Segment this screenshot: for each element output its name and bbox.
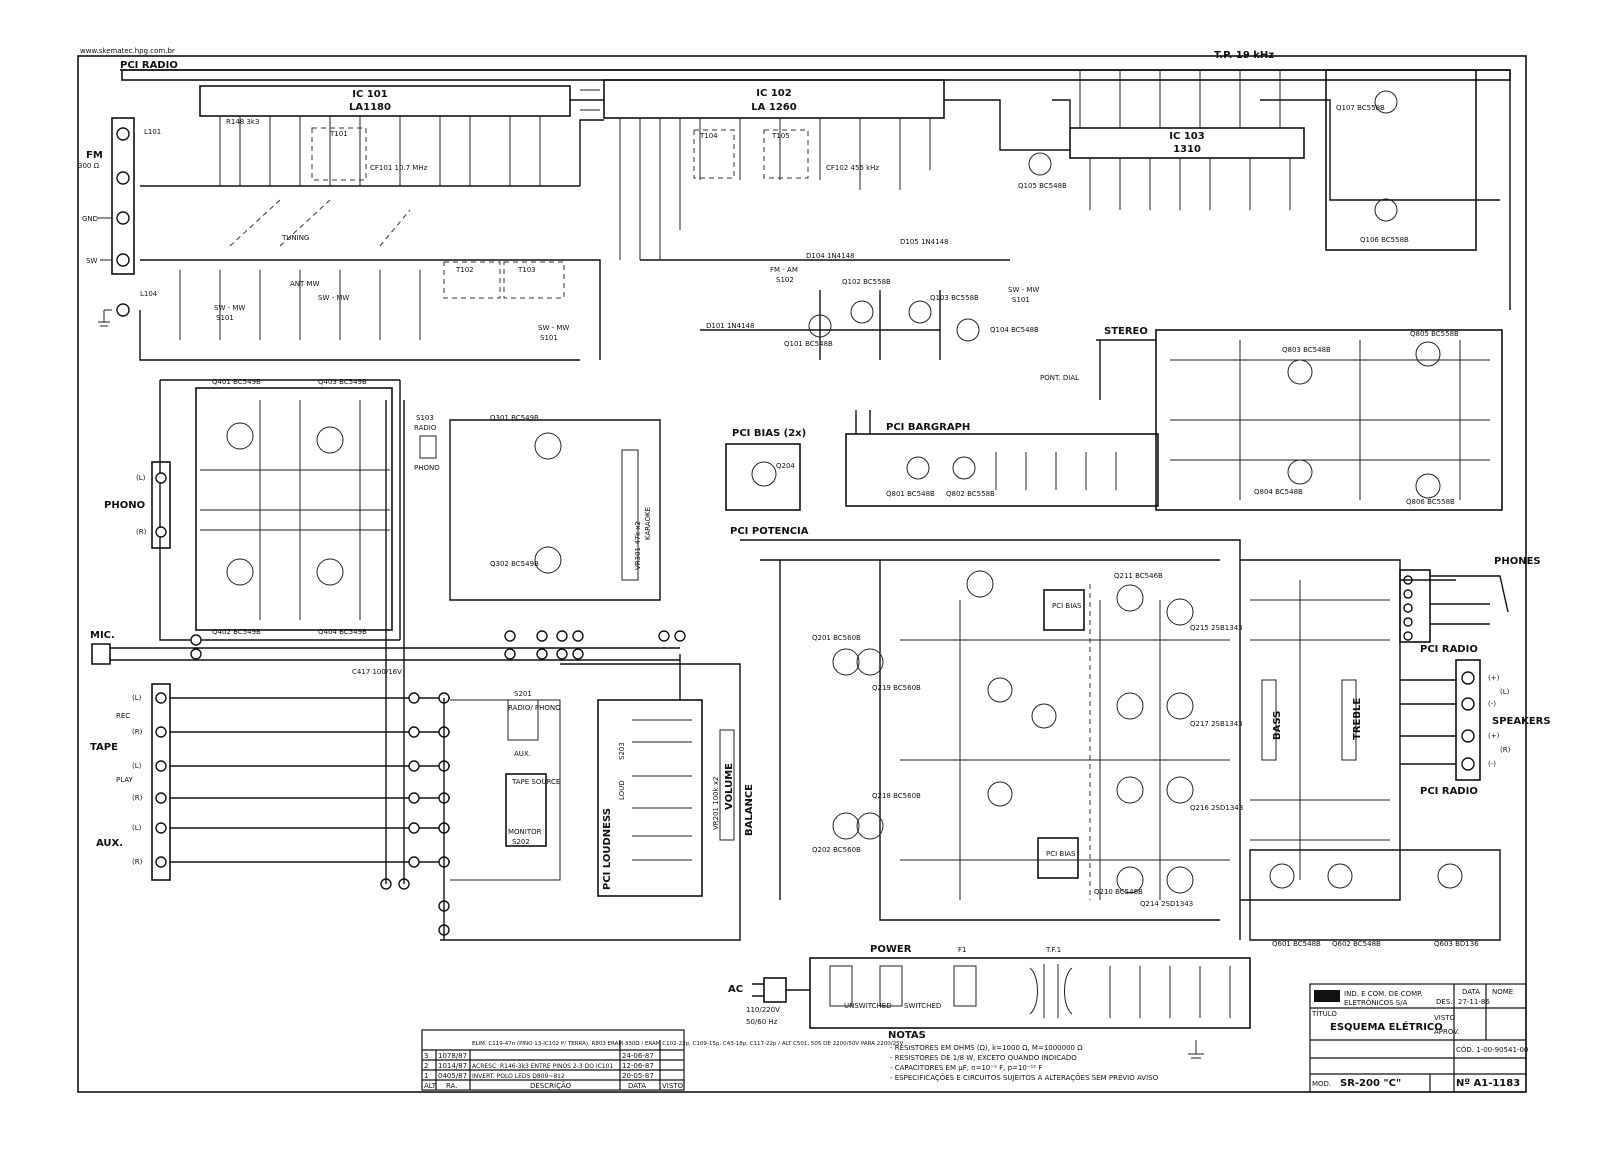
ic101-ref: IC 101 — [352, 89, 388, 100]
karaoke-mixer — [450, 414, 660, 600]
switched-label: SWITCHED — [904, 1002, 942, 1010]
power-label: POWER — [870, 944, 912, 955]
q204-label: Q204 — [776, 462, 795, 470]
phono-l-label: (L) — [136, 474, 146, 482]
q301-label: Q301 BC549B — [490, 414, 539, 422]
spk-l-minus-label: (-) — [1488, 700, 1496, 708]
tape-source-label: TAPE SOURCE — [512, 778, 561, 786]
antenna-terminals — [78, 118, 134, 326]
company-logo — [1314, 990, 1340, 1002]
sw-mw-label-2: SW - MW — [318, 294, 350, 302]
rev2-alt: 2 — [424, 1062, 429, 1070]
sw-mw-label-4: SW - MW — [1008, 286, 1040, 294]
d101-label: D101 1N4148 — [706, 322, 755, 330]
q211-label: Q211 BC546B — [1114, 572, 1163, 580]
s202-label: S202 — [512, 838, 530, 846]
radio-phono-label: RADIO/ PHONO — [508, 704, 561, 712]
tb-data: DATA — [1462, 988, 1481, 996]
q806-label: Q806 BC558B — [1406, 498, 1455, 506]
q603-label: Q603 BD136 — [1434, 940, 1479, 948]
q105-label: Q105 BC548B — [1018, 182, 1067, 190]
q803-label: Q803 BC548B — [1282, 346, 1331, 354]
cf102-label: CF102 455 kHz — [826, 164, 880, 172]
ant-mw-label: ANT MW — [290, 280, 320, 288]
q404-label: Q404 BC549B — [318, 628, 367, 636]
aux-l-label: (L) — [132, 824, 142, 832]
tuning-label: TUNING — [282, 234, 310, 242]
tb-title: ESQUEMA ELÉTRICO — [1330, 1022, 1443, 1033]
q403-label: Q403 BC549B — [318, 378, 367, 386]
tb-des: DES. — [1436, 998, 1453, 1006]
rev1-alt: 1 — [424, 1072, 429, 1080]
ic102-ref: IC 102 — [756, 88, 792, 99]
rev3-date: 24-06-87 — [622, 1052, 654, 1060]
notes-block — [888, 1030, 1159, 1082]
freq-label: 50/60 Hz — [746, 1018, 778, 1026]
website-text: www.skematec.hpg.com.br — [80, 47, 175, 55]
f1-label: F1 — [958, 946, 967, 954]
note-line-2: - RESISTORES DE 1/8 W, EXCETO QUANDO INDICADO — [890, 1054, 1077, 1062]
treble-label: TREBLE — [1352, 697, 1363, 740]
phono-preamp — [104, 378, 400, 640]
notes-title: NOTAS — [888, 1030, 926, 1041]
gnd-label: GND — [82, 215, 99, 223]
tape-label: TAPE — [90, 742, 118, 753]
q802-label: Q802 BC558B — [946, 490, 995, 498]
q402-label: Q402 BC549B — [212, 628, 261, 636]
speakers-label: SPEAKERS — [1492, 716, 1551, 727]
rev3-alt: 3 — [424, 1052, 429, 1060]
power-amp — [730, 526, 1243, 940]
q302-label: Q302 BC549B — [490, 560, 539, 568]
tone-control — [1240, 560, 1400, 900]
pci-loudness-box — [598, 700, 702, 896]
pci-potencia-label: PCI POTENCIA — [730, 526, 809, 537]
tb-visto: VISTO — [1434, 1014, 1456, 1022]
c417-label: C417 100/16V — [352, 668, 402, 676]
fm-label: FM — [86, 150, 103, 161]
tf1-label: T.F.1 — [1046, 946, 1062, 954]
sw-label: SW — [86, 257, 98, 265]
pci-bias-box-2 — [1038, 838, 1078, 878]
ac-plug — [764, 978, 786, 1002]
col-visto: VISTO — [662, 1082, 684, 1090]
pci-bias-box-1 — [1044, 590, 1084, 630]
stereo-label: STEREO — [1104, 326, 1148, 337]
s103-phono-label: PHONO — [414, 464, 440, 472]
vr201-label: VR201 100k x2 — [712, 776, 720, 830]
vr301-label: VR301 47k x2 — [634, 520, 642, 570]
s103-switch[interactable] — [414, 414, 440, 472]
rev2-desc: ACRESC. R146-3k3 ENTRE PINOS 2-3 DO IC101 — [472, 1063, 614, 1070]
rev1-ra: 0405/87 — [438, 1072, 468, 1080]
q104-label: Q104 BC548B — [990, 326, 1039, 334]
spk-r-minus-label: (-) — [1488, 760, 1496, 768]
spk-r-plus-label: (+) — [1488, 732, 1500, 740]
loud-label: LOUD — [618, 780, 626, 800]
radio-section — [120, 70, 1510, 360]
tb-model: SR-200 "C" — [1340, 1078, 1402, 1089]
t104-label: T104 — [700, 132, 718, 140]
pci-bias-2x — [726, 428, 806, 510]
q217-label: Q217 2SB1343 — [1190, 720, 1243, 728]
rec-r-label: (R) — [132, 728, 143, 736]
pci-bargraph-label: PCI BARGRAPH — [886, 422, 971, 433]
ic103-ref: IC 103 — [1169, 131, 1205, 142]
phono-input-label: PHONO — [104, 500, 146, 511]
q210-label: Q210 BC546B — [1094, 888, 1143, 896]
l101-label: L101 — [144, 128, 162, 136]
outputs — [1400, 556, 1551, 797]
note-line-3: - CAPACITORES EM µF, n=10⁻⁹ F, p=10⁻¹² F — [890, 1064, 1043, 1072]
fm-am-label: FM - AM — [770, 266, 798, 274]
pci-loudness-label: PCI LOUDNESS — [602, 808, 613, 890]
play-label: PLAY — [116, 776, 133, 784]
company-line-1: IND. E COM. DE COMP. — [1344, 990, 1423, 998]
tb-mod-label: MOD. — [1312, 1080, 1332, 1088]
r148-label: R148 3k3 — [226, 118, 260, 126]
play-r-label: (R) — [132, 794, 143, 802]
karaoke-label: KARAOKE — [644, 506, 652, 540]
tape-aux-jack-strip — [152, 684, 170, 880]
col-alt: ALT. — [424, 1082, 438, 1090]
col-desc: DESCRIÇÃO — [530, 1082, 572, 1090]
company-line-2: ELETRÔNICOS S/A — [1344, 999, 1408, 1007]
aux-switch-label: AUX. — [514, 750, 531, 758]
fm-impedance-label: 300 Ω — [78, 162, 99, 170]
pci-radio-label: PCI RADIO — [120, 60, 178, 71]
regulator-section — [1250, 850, 1500, 948]
t105-label: T105 — [772, 132, 790, 140]
sw-mw-label-1: SW - MW — [214, 304, 246, 312]
q101-label: Q101 BC548B — [784, 340, 833, 348]
d105-label: D105 1N4148 — [900, 238, 949, 246]
q401-label: Q401 BC549B — [212, 378, 261, 386]
q219-label: Q219 BC560B — [872, 684, 921, 692]
loudness-section — [440, 654, 755, 940]
monitor-label: MONITOR — [508, 828, 542, 836]
ic101-part: LA1180 — [349, 102, 391, 113]
d104-label: D104 1N4148 — [806, 252, 855, 260]
q202-label: Q202 BC560B — [812, 846, 861, 854]
sw-mw-label-3: SW - MW — [538, 324, 570, 332]
tb-number: Nº A1-1183 — [1456, 1078, 1521, 1089]
rev3-desc: ELIM. C119-47n (PINO 13-IC102 P/ TERRA), R803 ERAM 330Ω / ERAM C102-22p, C109-15p, C43-18p, C117-22p / ALT C501, 505 DE 2200/50V PARA 2200/25V — [472, 1041, 904, 1047]
s102-label: S102 — [776, 276, 794, 284]
s103-label: S103 — [416, 414, 434, 422]
t103-label: T103 — [518, 266, 536, 274]
volume-label: VOLUME — [724, 763, 735, 810]
unswitched-label: UNSWITCHED — [844, 1002, 892, 1010]
sheet-border — [78, 56, 1529, 1092]
phono-r-label: (R) — [136, 528, 147, 536]
rev3-ra: 1078/87 — [438, 1052, 468, 1060]
rev2-date: 12-06-87 — [622, 1062, 654, 1070]
tp-label: T.P. 19 kHz — [1214, 50, 1275, 61]
q805-label: Q805 BC558B — [1410, 330, 1459, 338]
tb-titulo: TÍTULO — [1312, 1010, 1337, 1018]
q214-label: Q214 2SD1343 — [1140, 900, 1194, 908]
s101-label-3: S101 — [540, 334, 558, 342]
l104-label: L104 — [140, 290, 158, 298]
antenna-terminal-strip — [112, 118, 134, 274]
tb-cod: CÓD. 1-00-90541-00 — [1456, 1046, 1529, 1054]
note-line-1: - RESISTORES EM OHMS (Ω), k=1000 Ω, M=1000000 Ω — [890, 1044, 1083, 1052]
pci-radio-phones-label: PCI RADIO — [1420, 644, 1478, 655]
q107-label: Q107 BC558B — [1336, 104, 1385, 112]
title-block — [1310, 984, 1528, 1092]
s103-radio-label: RADIO — [414, 424, 437, 432]
cf101-label: CF101 10.7 MHz — [370, 164, 428, 172]
rev1-desc: INVERT. POLO LEDS D809~812 — [472, 1073, 565, 1080]
s101-label-1: S101 — [216, 314, 234, 322]
ac-label: AC — [728, 984, 744, 995]
voltage-label: 110/220V — [746, 1006, 780, 1014]
q804-label: Q804 BC548B — [1254, 488, 1303, 496]
phones-label: PHONES — [1494, 556, 1541, 567]
col-date: DATA — [628, 1082, 647, 1090]
s101-label-4: S101 — [1012, 296, 1030, 304]
aux-r-label: (R) — [132, 858, 143, 866]
pci-bias-2x-label: PCI BIAS (2x) — [732, 428, 807, 439]
q103-label: Q103 BC558B — [930, 294, 979, 302]
note-line-4: - ESPECIFICAÇÕES E CIRCUITOS SUJEITOS A ALTERAÇÕES SEM PRÉVIO AVISO — [890, 1074, 1159, 1082]
q601-label: Q601 BC548B — [1272, 940, 1321, 948]
tb-aprov: APROV. — [1434, 1028, 1460, 1036]
q216-label: Q216 2SD1343 — [1190, 804, 1244, 812]
tb-nome: NOME — [1492, 988, 1514, 996]
aux-input-label: AUX. — [96, 838, 124, 849]
bargraph-section — [846, 326, 1502, 510]
t102-label: T102 — [456, 266, 474, 274]
s203-label: S203 — [618, 742, 626, 760]
input-jacks — [90, 630, 680, 880]
q106-label: Q106 BC558B — [1360, 236, 1409, 244]
rev1-date: 20-05-87 — [622, 1072, 654, 1080]
q102-label: Q102 BC558B — [842, 278, 891, 286]
bass-label: BASS — [1272, 710, 1283, 740]
rec-label: REC — [116, 712, 131, 720]
q602-label: Q602 BC548B — [1332, 940, 1381, 948]
revisions-table — [422, 1030, 904, 1090]
q201-label: Q201 BC560B — [812, 634, 861, 642]
t101-label: T101 — [330, 130, 348, 138]
pont-dial-label: PONT. DIAL — [1040, 374, 1080, 382]
pci-radio-bottom-label: PCI RADIO — [1420, 786, 1478, 797]
pci-bias-2-label: PCI BIAS — [1046, 850, 1076, 858]
tb-des-date: 27-11-86 — [1458, 998, 1490, 1006]
play-l-label: (L) — [132, 762, 142, 770]
spk-l-plus-label: (+) — [1488, 674, 1500, 682]
q218-label: Q218 BC560B — [872, 792, 921, 800]
spk-l-label: (L) — [1500, 688, 1510, 696]
pci-bias-1-label: PCI BIAS — [1052, 602, 1082, 610]
balance-label: BALANCE — [744, 783, 755, 836]
spk-r-label: (R) — [1500, 746, 1511, 754]
mic-label: MIC. — [90, 630, 115, 641]
col-ra: RA. — [446, 1082, 458, 1090]
q801-label: Q801 BC548B — [886, 490, 935, 498]
rev2-ra: 1014/87 — [438, 1062, 468, 1070]
s201-label: S201 — [514, 690, 532, 698]
ic103-part: 1310 — [1173, 144, 1201, 155]
q215-label: Q215 2SB1343 — [1190, 624, 1243, 632]
rec-l-label: (L) — [132, 694, 142, 702]
ic102-part: LA 1260 — [751, 102, 797, 113]
